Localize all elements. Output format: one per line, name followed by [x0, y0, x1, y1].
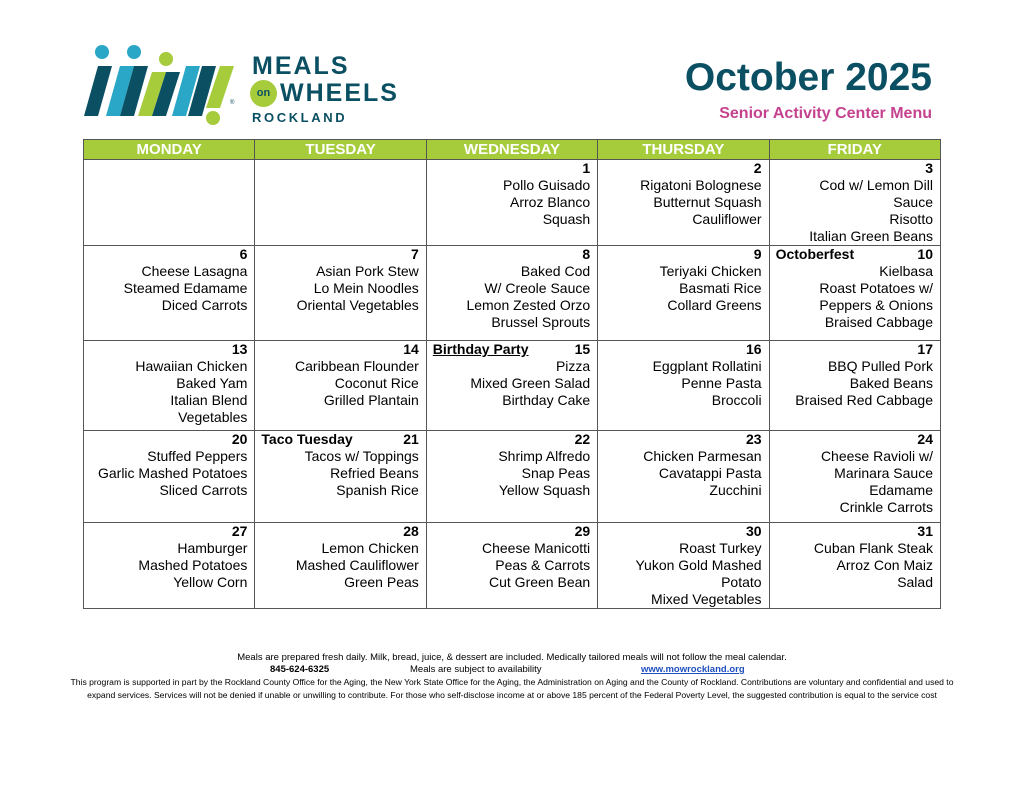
- menu-item: Rigatoni Bolognese: [640, 177, 762, 193]
- day-number: 30: [745, 523, 762, 539]
- logo-on-badge: on: [250, 80, 277, 107]
- day-number: 14: [403, 341, 419, 357]
- menu-item: Hamburger: [177, 540, 248, 556]
- menu-item: Mixed Vegetables: [651, 591, 762, 607]
- menu-item: Spanish Rice: [336, 482, 419, 498]
- calendar-day-cell: [598, 246, 769, 341]
- menu-item: Sliced Carrots: [159, 482, 248, 498]
- calendar-day-cell: [84, 341, 255, 431]
- menu-item: Diced Carrots: [161, 297, 248, 313]
- menu-item: Yellow Squash: [498, 482, 591, 498]
- logo-text-meals: MEALS: [252, 52, 350, 80]
- menu-calendar: [83, 139, 941, 609]
- calendar-day-cell: [84, 246, 255, 341]
- menu-item: Cheese Ravioli w/: [820, 448, 933, 464]
- menu-item: Marinara Sauce: [834, 465, 933, 481]
- day-number: 9: [753, 246, 762, 262]
- calendar-day-cell: [598, 160, 769, 246]
- header-friday: FRIDAY: [769, 140, 940, 160]
- menu-item: Cod w/ Lemon Dill: [819, 177, 933, 193]
- menu-item: Oriental Vegetables: [296, 297, 419, 313]
- day-number: 29: [574, 523, 591, 539]
- calendar-day-cell: [598, 431, 769, 523]
- menu-item: Baked Yam: [176, 375, 248, 391]
- menu-item: Yellow Corn: [173, 574, 248, 590]
- calendar-day-cell: [84, 160, 255, 246]
- menu-item: Caribbean Flounder: [295, 358, 419, 374]
- menu-item: Cut Green Bean: [489, 574, 591, 590]
- special-event-label: Octoberfest: [775, 246, 855, 262]
- menu-item: Mixed Green Salad: [470, 375, 591, 391]
- menu-item: Coconut Rice: [334, 375, 419, 391]
- menu-item: Arroz Con Maiz: [836, 557, 933, 573]
- day-number: 3: [925, 160, 933, 176]
- menu-item: Snap Peas: [521, 465, 591, 481]
- calendar-day-cell: [426, 246, 597, 341]
- day-number: 22: [574, 431, 591, 447]
- day-number: 15: [574, 341, 591, 357]
- header-thursday: THURSDAY: [598, 140, 769, 160]
- logo-text-rockland: ROCKLAND: [252, 110, 348, 125]
- menu-item: Steamed Edamame: [123, 280, 248, 296]
- calendar-day-cell: [769, 523, 940, 609]
- menu-item: Italian Blend: [170, 392, 248, 408]
- day-number: 31: [917, 523, 933, 539]
- menu-item: Basmati Rice: [679, 280, 762, 296]
- menu-item: Butternut Squash: [653, 194, 762, 210]
- menu-item: Zucchini: [709, 482, 762, 498]
- meals-on-wheels-logo: [80, 44, 399, 126]
- menu-item: Baked Beans: [849, 375, 933, 391]
- menu-item: Potato: [721, 574, 762, 590]
- menu-item: Sauce: [893, 194, 933, 210]
- calendar-day-cell: [598, 523, 769, 609]
- calendar-week-row: [84, 160, 941, 246]
- calendar-day-cell: [769, 246, 940, 341]
- menu-item: Edamame: [869, 482, 933, 498]
- day-number: 27: [231, 523, 248, 539]
- calendar-day-cell: [255, 246, 426, 341]
- menu-item: Risotto: [889, 211, 933, 227]
- calendar-day-cell: [255, 431, 426, 523]
- special-event-label: Taco Tuesday: [261, 431, 353, 447]
- menu-item: Mashed Potatoes: [138, 557, 248, 573]
- calendar-week-row: [84, 431, 941, 523]
- day-number: 1: [582, 160, 591, 176]
- calendar-day-cell: [255, 523, 426, 609]
- day-number: 10: [917, 246, 933, 262]
- menu-item: Mashed Cauliflower: [295, 557, 419, 573]
- menu-item: Cavatappi Pasta: [658, 465, 762, 481]
- menu-item: BBQ Pulled Pork: [827, 358, 933, 374]
- header-monday: MONDAY: [84, 140, 255, 160]
- calendar-day-cell: [426, 160, 597, 246]
- menu-item: Lemon Chicken: [321, 540, 419, 556]
- menu-item: Shrimp Alfredo: [498, 448, 591, 464]
- footer-availability: Meals are subject to availability: [410, 664, 542, 675]
- calendar-week-row: [84, 523, 941, 609]
- menu-item: Eggplant Rollatini: [652, 358, 762, 374]
- calendar-day-cell: [84, 431, 255, 523]
- menu-item: Cheese Lasagna: [141, 263, 248, 279]
- calendar-day-cell: [426, 523, 597, 609]
- menu-item: Pollo Guisado: [503, 177, 591, 193]
- day-number: 6: [239, 246, 248, 262]
- menu-item: Pizza: [555, 358, 591, 374]
- menu-item: Lo Mein Noodles: [313, 280, 419, 296]
- calendar-day-cell: [84, 523, 255, 609]
- menu-item: Asian Pork Stew: [316, 263, 419, 279]
- menu-item: Stuffed Peppers: [147, 448, 248, 464]
- menu-item: Yukon Gold Mashed: [635, 557, 762, 573]
- menu-item: Tacos w/ Toppings: [304, 448, 419, 464]
- menu-item: Birthday Cake: [502, 392, 591, 408]
- calendar-day-cell: [255, 160, 426, 246]
- day-number: 17: [917, 341, 933, 357]
- menu-item: Refried Beans: [330, 465, 419, 481]
- day-number: [88, 160, 247, 177]
- menu-item: Penne Pasta: [681, 375, 762, 391]
- menu-item: Lemon Zested Orzo: [466, 297, 591, 313]
- menu-item: Cheese Manicotti: [482, 540, 591, 556]
- menu-item: Brussel Sprouts: [491, 314, 591, 330]
- menu-item: Roast Potatoes w/: [819, 280, 933, 296]
- calendar-day-cell: [255, 341, 426, 431]
- day-number: 7: [410, 246, 419, 262]
- menu-item: Grilled Plantain: [323, 392, 419, 408]
- menu-item: Garlic Mashed Potatoes: [97, 465, 248, 481]
- menu-item: Peas & Carrots: [495, 557, 591, 573]
- day-number: 2: [753, 160, 762, 176]
- menu-item: Squash: [542, 211, 591, 227]
- header-wednesday: WEDNESDAY: [426, 140, 597, 160]
- day-number: 24: [917, 431, 933, 447]
- calendar-day-cell: [769, 160, 940, 246]
- menu-item: Peppers & Onions: [819, 297, 933, 313]
- day-number: 8: [582, 246, 591, 262]
- menu-item: Italian Green Beans: [809, 228, 933, 244]
- menu-item: Collard Greens: [667, 297, 762, 313]
- calendar-day-cell: [426, 341, 597, 431]
- calendar-week-row: [84, 341, 941, 431]
- menu-item: Teriyaki Chicken: [659, 263, 762, 279]
- calendar-day-cell: [598, 341, 769, 431]
- menu-item: Braised Cabbage: [824, 314, 933, 330]
- calendar-day-cell: [769, 341, 940, 431]
- weekday-header-row: [84, 140, 941, 160]
- day-number: 13: [231, 341, 248, 357]
- day-number: 23: [745, 431, 762, 447]
- menu-item: Roast Turkey: [679, 540, 762, 556]
- footer-website-link[interactable]: www.mowrockland.org: [641, 664, 745, 675]
- logo-text-wheels: WHEELS: [280, 79, 399, 107]
- calendar-week-row: [84, 246, 941, 341]
- menu-item: Crinkle Carrots: [839, 499, 933, 515]
- day-number: 16: [745, 341, 762, 357]
- menu-item: Hawaiian Chicken: [135, 358, 248, 374]
- menu-item: Broccoli: [711, 392, 762, 408]
- day-number: [259, 160, 418, 177]
- footer: [0, 652, 1024, 702]
- calendar-day-cell: [769, 431, 940, 523]
- menu-item: W/ Creole Sauce: [484, 280, 591, 296]
- menu-item: Green Peas: [344, 574, 419, 590]
- day-number: 20: [231, 431, 248, 447]
- page-subtitle: Senior Activity Center Menu: [719, 105, 932, 122]
- page-title: October 2025: [684, 56, 932, 99]
- menu-item: Vegetables: [178, 409, 248, 425]
- menu-item: Chicken Parmesan: [643, 448, 762, 464]
- svg-text:®: ®: [230, 100, 235, 106]
- footer-program-statement: This program is supported in part by the Rockland County Office for the Aging, the New York State Office for the Aging, the Administration on Aging and the County of Rockland. Contributions are voluntary and confidential and used to expand services. Services will not be denied if unable or unwilling to contribute. For those who self-disclose income at or above 185 percent of the Federal Poverty Level, the suggested contribution is equal to the service cost: [70, 677, 954, 700]
- footer-contact-row: [0, 664, 1024, 676]
- logo-mark-icon: [80, 44, 245, 126]
- footer-note: Meals are prepared fresh daily. Milk, bread, juice, & dessert are included. Medically tailored meals will not follow the meal calendar.: [237, 652, 787, 663]
- menu-item: Arroz Blanco: [510, 194, 591, 210]
- menu-item: Cauliflower: [692, 211, 762, 227]
- header-tuesday: TUESDAY: [255, 140, 426, 160]
- menu-item: Baked Cod: [520, 263, 591, 279]
- day-number: 28: [403, 523, 419, 539]
- menu-item: Cuban Flank Steak: [813, 540, 933, 556]
- menu-item: Braised Red Cabbage: [795, 392, 933, 408]
- footer-phone: 845-624-6325: [270, 664, 330, 675]
- menu-item: Salad: [897, 574, 933, 590]
- calendar-day-cell: [426, 431, 597, 523]
- day-number: 21: [403, 431, 419, 447]
- menu-item: Kielbasa: [879, 263, 933, 279]
- special-event-label: Birthday Party: [432, 341, 529, 357]
